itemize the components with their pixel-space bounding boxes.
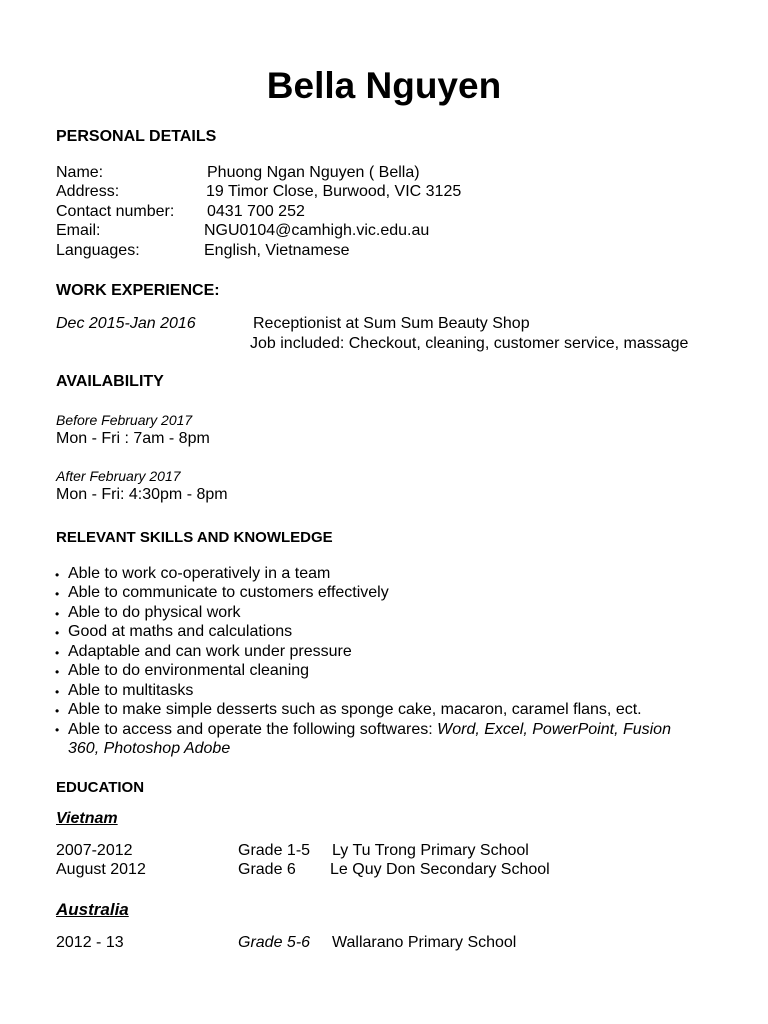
education-school: Wallarano Primary School [332, 934, 517, 951]
availability-hours-before: Mon - Fri : 7am - 8pm [56, 430, 210, 447]
availability-period-after: After February 2017 [56, 468, 181, 484]
education-year: August 2012 [56, 861, 146, 878]
work-experience-heading: WORK EXPERIENCE: [56, 282, 220, 299]
bullet-icon: • [55, 568, 60, 582]
work-date: Dec 2015-Jan 2016 [56, 315, 196, 332]
software-list-continued: 360, Photoshop Adobe [68, 740, 231, 757]
education-grade: Grade 1-5 [238, 842, 311, 859]
availability-period-before: Before February 2017 [56, 412, 193, 428]
skill-item: Able to do environmental cleaning [68, 662, 310, 679]
education-australia-label: Australia [56, 900, 129, 919]
skill-item: Adaptable and can work under pressure [68, 643, 352, 660]
availability-heading: AVAILABILITY [56, 373, 164, 390]
skill-item: Able to multitasks [68, 682, 194, 699]
education-grade: Grade 6 [238, 861, 296, 878]
bullet-icon: • [55, 665, 60, 679]
email-value: NGU0104@camhigh.vic.edu.au [204, 222, 430, 239]
skill-item: Good at maths and calculations [68, 623, 293, 640]
education-heading: EDUCATION [56, 779, 145, 796]
languages-label: Languages: [56, 242, 140, 259]
bullet-icon: • [55, 723, 60, 737]
work-duties: Job included: Checkout, cleaning, customer service, massage [250, 335, 689, 352]
personal-details-heading: PERSONAL DETAILS [56, 128, 217, 145]
name-label: Name: [56, 164, 104, 181]
contact-label: Contact number: [56, 203, 175, 220]
education-school: Ly Tu Trong Primary School [332, 842, 529, 859]
address-label: Address: [56, 183, 120, 200]
email-label: Email: [56, 222, 101, 239]
software-list: Word, Excel, PowerPoint, Fusion [437, 721, 671, 738]
languages-value: English, Vietnamese [204, 242, 350, 259]
skills-heading: RELEVANT SKILLS AND KNOWLEDGE [56, 529, 333, 546]
skill-item: Able to communicate to customers effectively [68, 584, 389, 601]
education-year: 2012 - 13 [56, 934, 124, 951]
skill-item: Able to work co-operatively in a team [68, 565, 331, 582]
name-value: Phuong Ngan Nguyen ( Bella) [207, 164, 420, 181]
skill-item-software [68, 720, 671, 740]
software-prefix: Able to access and operate the following softwares: [68, 721, 438, 738]
bullet-icon: • [55, 587, 60, 601]
bullet-icon: • [55, 646, 60, 660]
availability-hours-after: Mon - Fri: 4:30pm - 8pm [56, 486, 228, 503]
education-school: Le Quy Don Secondary School [330, 861, 550, 878]
contact-value: 0431 700 252 [207, 203, 305, 220]
address-value: 19 Timor Close, Burwood, VIC 3125 [206, 183, 462, 200]
bullet-icon: • [55, 607, 60, 621]
education-vietnam-label: Vietnam [56, 810, 118, 827]
bullet-icon: • [55, 685, 60, 699]
education-year: 2007-2012 [56, 842, 133, 859]
bullet-icon: • [55, 704, 60, 718]
education-grade: Grade 5-6 [238, 934, 311, 951]
work-role: Receptionist at Sum Sum Beauty Shop [253, 315, 530, 332]
skill-item: Able to make simple desserts such as sponge cake, macaron, caramel flans, ect. [68, 701, 642, 718]
bullet-icon: • [55, 626, 60, 640]
skill-item: Able to do physical work [68, 604, 241, 621]
resume-title: Bella Nguyen [266, 65, 502, 106]
